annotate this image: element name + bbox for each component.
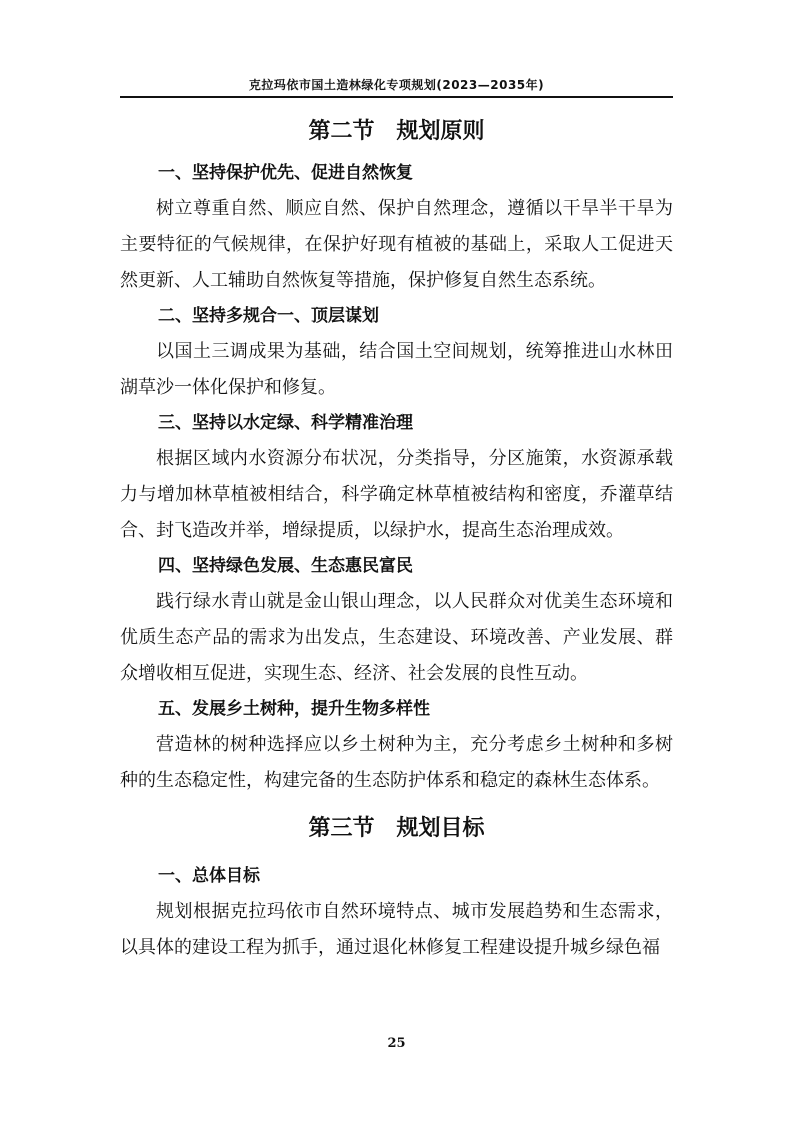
principle-heading-2: 二、坚持多规合一、顶层谋划 — [158, 306, 379, 326]
principle-heading-3: 三、坚持以水定绿、科学精准治理 — [158, 413, 413, 433]
page-number: 25 — [387, 1036, 406, 1051]
section-title-goals: 第三节 规划目标 — [308, 816, 485, 841]
principle-heading-4: 四、坚持绿色发展、生态惠民富民 — [158, 556, 413, 576]
principle-text-5: 营造林的树种选择应以乡土树种为主，充分考虑乡土树种和多树种的生态稳定性，构建完备的生态防护体系和稳定的森林生态体系。 — [120, 734, 673, 791]
section-title-principles: 第二节 规划原则 — [308, 119, 485, 144]
principle-heading-5: 五、发展乡土树种，提升生物多样性 — [158, 699, 430, 719]
principle-text-4: 践行绿水青山就是金山银山理念，以人民群众对优美生态环境和优质生态产品的需求为出发点，生态建设、环境改善、产业发展、群众增收相互促进，实现生态、经济、社会发展的良性互动。 — [120, 591, 673, 684]
header-rule — [120, 96, 673, 98]
goal-heading-1: 一、总体目标 — [158, 866, 260, 886]
principle-text-3: 根据区域内水资源分布状况，分类指导，分区施策，水资源承载力与增加林草植被相结合，科学确定林草植被结构和密度，乔灌草结合、封飞造改并举，增绿提质，以绿护水，提高生态治理成效。 — [120, 448, 673, 541]
principle-text-1: 树立尊重自然、顺应自然、保护自然理念，遵循以干旱半干旱为主要特征的气候规律，在保护好现有植被的基础上，采取人工促进天然更新、人工辅助自然恢复等措施，保护修复自然生态系统。 — [120, 198, 673, 291]
running-header: 克拉玛依市国土造林绿化专项规划(2023—2035年) — [248, 78, 545, 92]
principle-text-2: 以国土三调成果为基础，结合国土空间规划，统筹推进山水林田湖草沙一体化保护和修复。 — [120, 341, 673, 398]
principle-heading-1: 一、坚持保护优先、促进自然恢复 — [158, 163, 413, 183]
page-content — [120, 112, 673, 966]
goal-text-1: 规划根据克拉玛依市自然环境特点、城市发展趋势和生态需求，以具体的建设工程为抓手，通过退化林修复工程建设提升城乡绿色福 — [120, 901, 673, 958]
